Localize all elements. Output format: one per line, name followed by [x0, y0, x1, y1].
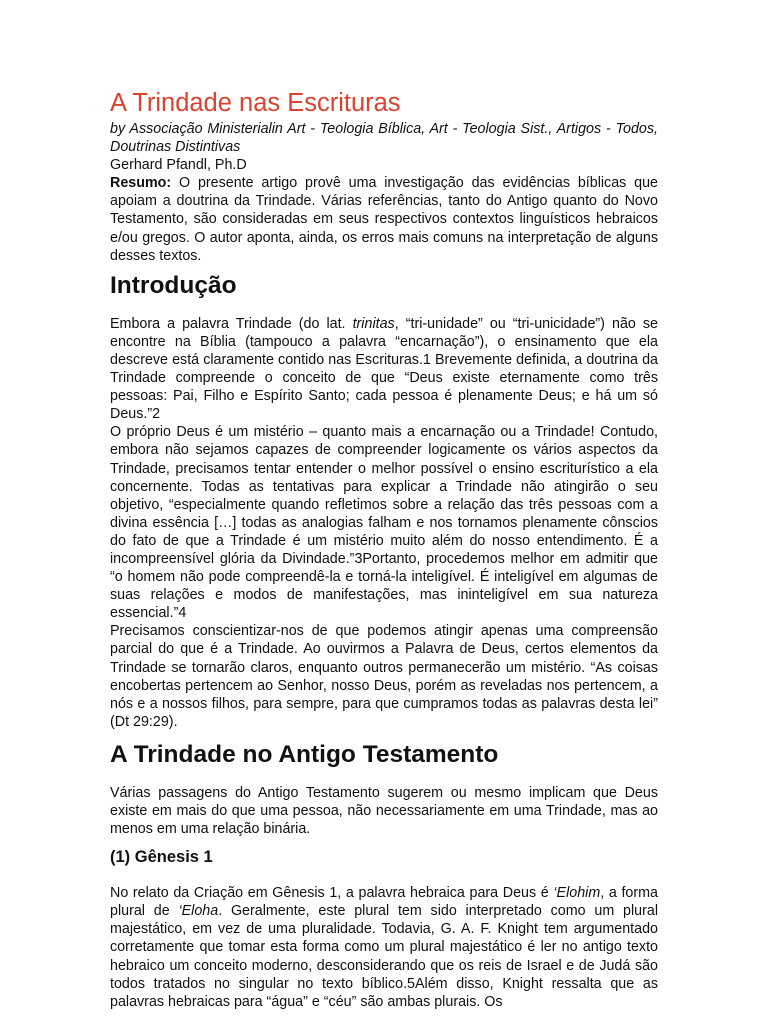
- intro-paragraph-1: [110, 315, 658, 424]
- gen-p1-term-eloha: ‘Eloha: [178, 903, 219, 920]
- gen-p1-text-c: . Geralmente, este plural tem sido interpretado como um plural majestático, em vez de uma pluralidade. Todavia, G. A. F. Knight tem argumentado corretamente que tomar esta forma como um plural majestático é ler no antigo texto hebraico um conceito moderno, desconsiderando que os reis de Israel e de Judá são todos tratados no singular no texto bíblico.5Além disso, Knight ressalta que as palavras hebraicas para “água” e “céu” são ambas plurais. Os: [110, 903, 658, 1010]
- intro-p1-text-a: Embora a palavra Trindade (do lat.: [110, 315, 353, 332]
- section-heading-introducao: Introdução: [110, 271, 237, 299]
- article-author: Gerhard Pfandl, Ph.D: [110, 157, 247, 174]
- intro-p1-text-b: , “tri-unidade” ou “tri-unicidade”) não se encontre na Bíblia (tampouco a palavra “encarnação”), o ensinamento que ela descreve está claramente contido nas Escrituras.1 Brevemente definida, a doutrina da Trindade compreende o conceito de que “Deus existe eternamente como três pessoas: Pai, Filho e Espírito Santo; cada pessoa é plenamente Deus; e há um só Deus.”2: [110, 315, 658, 423]
- section-heading-antigo-testamento: A Trindade no Antigo Testamento: [110, 740, 499, 768]
- article-body: [110, 86, 658, 1011]
- intro-p1-term: trinitas: [352, 315, 395, 332]
- article-byline: by Associação Ministerialin Art - Teologia Bíblica, Art - Teologia Sist., Artigos - Todos, Doutrinas Distintivas: [110, 121, 658, 156]
- genesis-paragraph-1: [110, 884, 658, 1011]
- intro-paragraph-3: Precisamos conscientizar-nos de que podemos atingir apenas uma compreensão parcial do que é a Trindade. Ao ouvirmos a Palavra de Deus, certos elementos da Trindade se tornarão claros, enquanto outros permanecerão um mistério. “As coisas encobertas pertencem ao Senhor, nosso Deus, porém as reveladas nos pertencem, a nós e a nossos filhos, para sempre, para que cumpramos todas as palavras desta lei” (Dt 29:29).: [110, 623, 658, 730]
- gen-p1-term-elohim: ‘Elohim: [553, 885, 601, 902]
- subsection-heading-genesis: (1) Gênesis 1: [110, 848, 213, 867]
- ot-paragraph-1: Várias passagens do Antigo Testamento sugerem ou mesmo implicam que Deus existe em mais do que uma pessoa, não necessariamente em uma Trindade, mas ao menos em uma relação binária.: [110, 784, 658, 838]
- gen-p1-text-b: , a forma plural de: [110, 885, 658, 920]
- page-title: A Trindade nas Escrituras: [110, 89, 401, 117]
- gen-p1-text-a: No relato da Criação em Gênesis 1, a palavra hebraica para Deus é: [110, 885, 554, 902]
- abstract-paragraph: [110, 174, 658, 264]
- abstract-text: O presente artigo provê uma investigação das evidências bíblicas que apoiam a doutrina da Trindade. Várias referências, tanto do Antigo quanto do Novo Testamento, são consideradas em seus respectivos contextos linguísticos hebraicos e/ou gregos. O autor aponta, ainda, os erros mais comuns na interpretação de alguns desses textos.: [110, 175, 658, 264]
- abstract-label: Resumo:: [110, 175, 172, 192]
- intro-paragraph-2: O próprio Deus é um mistério – quanto mais a encarnação ou a Trindade! Contudo, embora não sejamos capazes de compreender logicamente os vários aspectos da Trindade, precisamos tentar entender o melhor possível o ensino escriturístico a ela concernente. Todas as tentativas para explicar a Trindade não atingirão o seu objetivo, “especialmente quando refletimos sobre a relação das três pessoas com a divina essência […] todas as analogias falham e nos tornamos plenamente cônscios do fato de que a Trindade é um mistério muito além do nosso entendimento. É a incompreensível glória da Divindade.”3Portanto, procedemos melhor em admitir que “o homem não pode compreendê-la e torná-la inteligível. É inteligível em algumas de suas relações e modos de manifestações, mas ininteligível em sua natureza essencial.”4: [110, 424, 658, 622]
